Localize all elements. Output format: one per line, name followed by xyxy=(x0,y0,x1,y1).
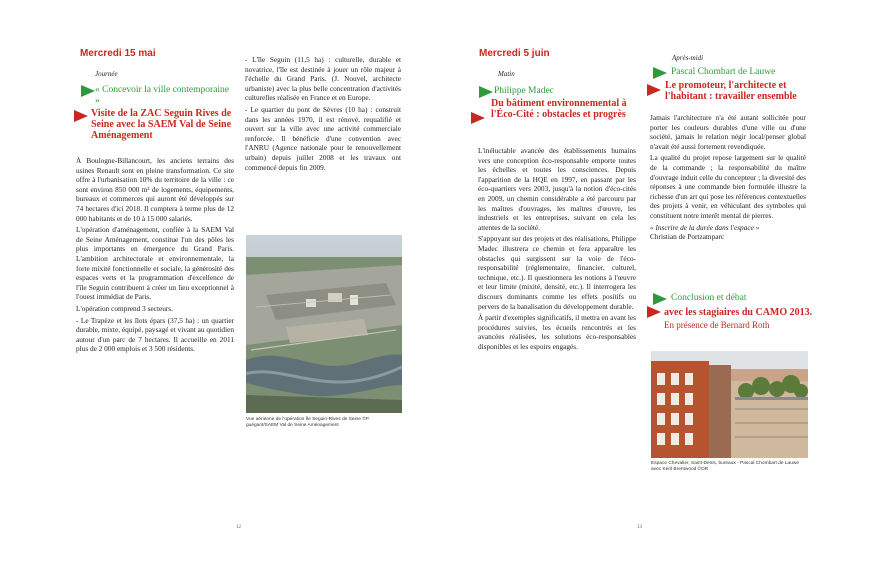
left-column-2 xyxy=(245,55,401,174)
paragraph: - Le Trapèze et les îlots épars (37,5 ha) : un quartier durable, mixte, équipé, paysagé et vivant au quotidien autour d'un parc de 7 hectares. Il accueille en 2011 plus de 2 000 emplois et 3 500 résidents. xyxy=(76,315,234,354)
right-title-2: Le promoteur, l'architecte et l'habitant : travailler ensemble xyxy=(665,80,797,102)
left-event-subtitle: « Concevoir la ville contemporaine » xyxy=(95,85,230,106)
aerial-photo xyxy=(246,235,402,413)
conclusion-label: Conclusion et débat xyxy=(671,293,747,303)
building-photo xyxy=(651,351,808,458)
red-flag-icon xyxy=(647,306,661,318)
left-column-1 xyxy=(76,156,234,356)
left-time: Journée xyxy=(95,70,118,78)
right-time: Matin xyxy=(498,70,515,78)
paragraph: - L'île Seguin (11,5 ha) : culturelle, durable et novatrice, l'île est destinée à jouer un rôle majeur à l'échelle du Grand Paris. (J. Nouvel, architecte urbaniste) avec la plus belle concentration d'activités culturelles réalisée en France et en Europe. xyxy=(245,55,401,103)
quote: « Inscrire de la durée dans l'espace » xyxy=(650,222,760,232)
green-flag-icon xyxy=(81,85,95,97)
paragraph: L'inéluctable avancée des établissements humains vers une conception éco-responsable emporte toutes les échelles et toutes les consciences. Depuis l'apparition de la HQE en 1997, en passant par les éco-quartiers vers 2003, jusqu'à la notion d'éco-cités en 2009, un chemin considérable a été parcouru par les maîtres d'ouvrages, les maîtres d'œuvre, les industriels et les entreprises, suivant en cela les attentes de la société. xyxy=(478,146,636,232)
green-flag-icon xyxy=(479,86,493,98)
paragraph: - Le quartier du pont de Sèvres (10 ha) : construit dans les années 1970, il est rénové, requalifié et ouvert sur la ville avec une activité commerciale renforcée. Il bénéficie d'une convention avec l'ANRU (Agence nationale pour le renouvellement urbain) depuis juillet 2008 et les travaux ont commencé depuis fin 2009. xyxy=(245,104,401,172)
right-column-2 xyxy=(650,113,806,244)
right-column-1 xyxy=(478,146,636,353)
red-flag-icon xyxy=(647,84,661,96)
red-flag-icon xyxy=(471,112,485,124)
right-title-1: Du bâtiment environnemental à l'Éco-Cité : obstacles et progrès xyxy=(491,98,627,120)
right-speaker-1: Philippe Madec xyxy=(494,86,554,96)
left-event-title: Visite de la ZAC Seguin Rives de Seine avec la SAEM Val de Seine Aménagement xyxy=(91,108,232,141)
paragraph: Jamais l'architecture n'a été autant sollicitée pour porter les couleurs durables d'une ville ou d'une société, jamais le relation négir local/penser global n'avait été aussi fortement revendiquée. xyxy=(650,113,806,151)
left-page-number: 12 xyxy=(236,525,241,530)
paragraph: L'opération d'aménagement, confiée à la SAEM Val de Seine Aménagement, constitue l'un des pôles les plus importants en émergence du Grand Paris. L'ambition architecturale et environnementale, la forte mixité fonctionnelle et sociale, la générosité des espaces verts et la programmation d'excellence de l'île Seguin contribuent à créer un lieu exceptionnel à l'ouest immédiat de Paris. xyxy=(76,225,234,302)
right-page-number: 13 xyxy=(637,525,642,530)
green-flag-icon xyxy=(653,293,667,305)
paragraph: À Boulogne-Billancourt, les anciens terrains des usines Renault sont en pleine transformation. Ce site offre à l'urbanisation 10% du territoire de la ville : ce sont environ 850 000 m² de logements, équipements, bureaux et commerces qui auront été développés sur 74 hectares d'ici 2018. Il comptera à terme plus de 12 000 habitants et de 10 à 15 000 salariés. xyxy=(76,156,234,223)
conclusion-title: avec les stagiaires du CAMO 2013. xyxy=(664,307,813,318)
right-page xyxy=(440,0,879,567)
quote-author: Christian de Portzamparc xyxy=(650,232,725,242)
right-speaker-2: Pascal Chombart de Lauwe xyxy=(671,67,776,77)
paragraph: À partir d'exemples significatifs, il mettra en avant les procédures suivies, les écueils rencontrés et les avancées réalisées, les solutions éco-responsables disponibles et les espoirs engagés. xyxy=(478,313,636,351)
green-flag-icon xyxy=(653,67,667,79)
right-date: Mercredi 5 juin xyxy=(479,48,550,59)
red-flag-icon xyxy=(74,110,88,122)
paragraph: La qualité du projet repose largement sur le qualité de la commande ; la responsabilité du maître d'ouvrage induit celle du concepteur ; la diversité des réponses à une commande bien formulée illustre la richesse d'un art qui pose les références contextuelles des projets à venir, en véhiculant des symboles qui constituent notre interêt mental de pierres. xyxy=(650,153,806,220)
left-photo-caption: Vue aérienne de l'opération Île Seguin-Rives de Seine ©P. guégant/SAEM Val de Seine Aménagement xyxy=(246,417,370,428)
conclusion-block xyxy=(664,305,824,331)
conclusion-presence: En présence de Bernard Roth xyxy=(664,320,770,330)
right-time-2: Après-midi xyxy=(672,54,704,62)
right-photo-caption: Espace Chevalier, Saint-Denis, bureaux - Pascal Chombart de Lauwe avec Kéril Brentwood ©DR xyxy=(651,461,799,472)
left-date: Mercredi 15 mai xyxy=(80,48,156,59)
paragraph: S'appuyant sur des projets et des réalisations, Philippe Madec illustrera ce chemin et fera apparaître les obstacles qui surgissent sur la voie de l'éco-responsabilité (réglementaire, financier, culturel, technique, etc.). Il questionnera les notions à l'œuvre et leur limite (mixité, densité, etc.). Il interrogera les discours dominants comme les effets positifs ou pervers de la banalisation du développement durable. xyxy=(478,234,636,311)
paragraph: L'opération comprend 3 secteurs. xyxy=(76,303,173,313)
